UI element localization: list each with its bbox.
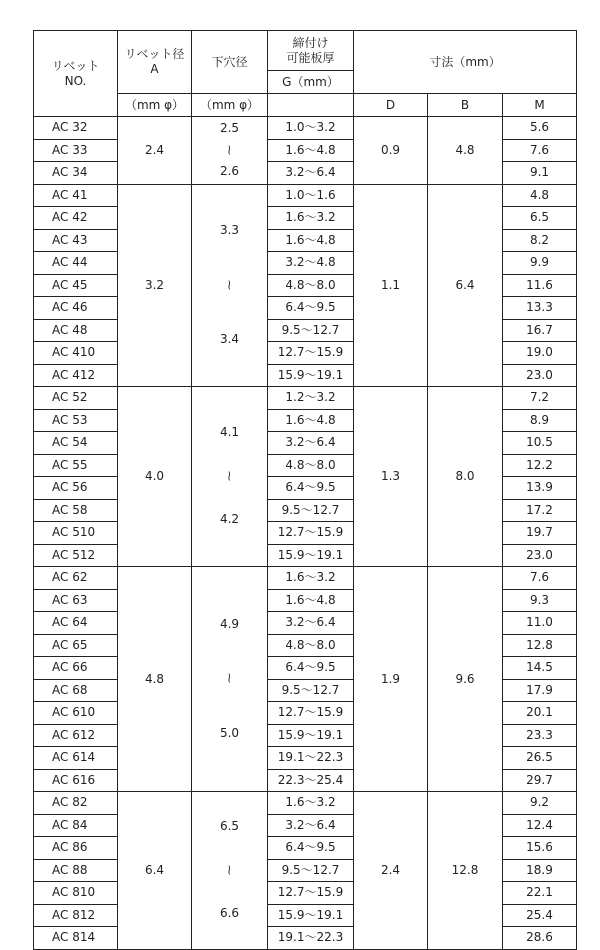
hole-dia-range-mark [192,668,267,690]
rivet-dia-cell: 4.0 [118,387,192,567]
hole-dia-range-mark [192,140,267,162]
grip-range-cell: 4.8～8.0 [268,274,354,297]
range-tilde: ≀ [227,467,232,484]
grip-range-cell: 1.6～4.8 [268,139,354,162]
rivet-no-cell: AC 45 [34,274,118,297]
rivet-no-cell: AC 53 [34,409,118,432]
hole-dia-min: 4.9 [219,616,240,631]
rivet-no-cell: AC 65 [34,634,118,657]
hole-dia-max: 2.6 [219,164,240,178]
grip-range-cell: 6.4～9.5 [268,837,354,860]
hole-dia-cell [192,117,268,185]
dim-m-cell: 7.2 [503,387,577,410]
dim-m-cell: 23.3 [503,724,577,747]
dim-m-cell: 9.3 [503,589,577,612]
dim-m-cell: 15.6 [503,837,577,860]
rivet-no-cell: AC 84 [34,814,118,837]
rivet-no-cell: AC 610 [34,702,118,725]
grip-range-cell: 3.2～4.8 [268,252,354,275]
dim-d-cell: 1.9 [354,567,428,792]
grip-range-cell: 12.7～15.9 [268,342,354,365]
dim-m-cell: 22.1 [503,882,577,905]
hole-dia-max: 6.6 [219,906,240,920]
dim-m-cell: 12.8 [503,634,577,657]
grip-range-cell: 9.5～12.7 [268,319,354,342]
dim-m-cell: 28.6 [503,927,577,950]
hole-dia-min: 6.5 [219,819,240,833]
hole-dia-range-mark [192,275,267,297]
dim-b-cell: 12.8 [428,792,503,950]
rivet-no-cell: AC 44 [34,252,118,275]
grip-range-cell: 19.1～22.3 [268,927,354,950]
dim-m-cell: 11.6 [503,274,577,297]
grip-range-cell: 6.4～9.5 [268,657,354,680]
hole-dia-min: 3.3 [219,223,240,237]
dim-b-cell: 8.0 [428,387,503,567]
rivet-no-cell: AC 510 [34,522,118,545]
hole-dia-cell [192,792,268,950]
grip-range-cell: 1.6～3.2 [268,792,354,815]
dim-m-cell: 6.5 [503,207,577,230]
dim-m-cell: 4.8 [503,184,577,207]
rivet-no-cell: AC 33 [34,139,118,162]
dim-d-cell: 1.3 [354,387,428,567]
rivet-dia-cell: 2.4 [118,117,192,185]
grip-range-cell: 9.5～12.7 [268,499,354,522]
dim-m-cell: 9.9 [503,252,577,275]
header-rivet-dia: リベット径 A [118,31,192,94]
rivet-no-cell: AC 52 [34,387,118,410]
dim-m-cell: 8.2 [503,229,577,252]
rivet-no-cell: AC 82 [34,792,118,815]
dim-m-cell: 20.1 [503,702,577,725]
rivet-spec-table [33,30,577,950]
range-tilde: ≀ [227,140,232,158]
header-m: M [503,94,577,117]
grip-range-cell: 3.2～6.4 [268,612,354,635]
dim-d-cell: 0.9 [354,117,428,185]
rivet-no-cell: AC 810 [34,882,118,905]
hole-dia-min: 2.5 [219,121,240,135]
rivet-no-cell: AC 32 [34,117,118,140]
rivet-no-cell: AC 612 [34,724,118,747]
dim-m-cell: 14.5 [503,657,577,680]
grip-range-cell: 1.6～4.8 [268,589,354,612]
rivet-no-cell: AC 812 [34,904,118,927]
rivet-no-cell: AC 614 [34,747,118,770]
rivet-no-cell: AC 412 [34,364,118,387]
dim-m-cell: 9.1 [503,162,577,185]
grip-range-cell: 9.5～12.7 [268,679,354,702]
dim-m-cell: 7.6 [503,567,577,590]
grip-range-cell: 3.2～6.4 [268,814,354,837]
hole-dia-cell [192,387,268,567]
rivet-no-cell: AC 46 [34,297,118,320]
header-hole-dia-unit: （mm φ） [192,94,268,117]
dim-m-cell: 12.4 [503,814,577,837]
dim-b-cell: 6.4 [428,184,503,387]
grip-range-cell: 6.4～9.5 [268,477,354,500]
grip-range-cell: 9.5～12.7 [268,859,354,882]
rivet-no-cell: AC 616 [34,769,118,792]
grip-range-cell: 1.6～3.2 [268,207,354,230]
table-body [34,117,577,950]
dim-m-cell: 19.0 [503,342,577,365]
rivet-no-cell: AC 62 [34,567,118,590]
header-grip: 締付け 可能板厚 [268,31,354,71]
header-rivet-no: リベット NO. [34,31,118,117]
grip-range-cell: 22.3～25.4 [268,769,354,792]
grip-range-cell: 19.1～22.3 [268,747,354,770]
dim-m-cell: 16.7 [503,319,577,342]
rivet-no-cell: AC 68 [34,679,118,702]
hole-dia-max: 5.0 [219,725,240,740]
rivet-dia-cell: 3.2 [118,184,192,387]
dim-b-cell: 4.8 [428,117,503,185]
table-row [34,387,577,410]
range-tilde: ≀ [227,669,232,687]
rivet-no-cell: AC 814 [34,927,118,950]
grip-range-cell: 12.7～15.9 [268,522,354,545]
hole-dia-max: 4.2 [219,512,240,527]
dim-m-cell: 12.2 [503,454,577,477]
dim-m-cell: 19.7 [503,522,577,545]
header-grip-unit: G（mm） [268,71,354,94]
rivet-no-cell: AC 56 [34,477,118,500]
range-tilde: ≀ [227,860,232,878]
rivet-no-cell: AC 43 [34,229,118,252]
dim-m-cell: 26.5 [503,747,577,770]
hole-dia-range-mark [192,466,267,488]
grip-range-cell: 15.9～19.1 [268,544,354,567]
hole-dia-cell [192,184,268,387]
rivet-dia-cell: 6.4 [118,792,192,950]
dim-m-cell: 25.4 [503,904,577,927]
table-header [34,31,577,117]
rivet-no-cell: AC 512 [34,544,118,567]
grip-range-cell: 15.9～19.1 [268,904,354,927]
table-row [34,117,577,140]
hole-dia-range-mark [192,860,267,882]
dim-m-cell: 17.2 [503,499,577,522]
hole-dia-cell [192,567,268,792]
dim-m-cell: 23.0 [503,544,577,567]
range-tilde: ≀ [227,275,232,293]
rivet-no-cell: AC 64 [34,612,118,635]
dim-m-cell: 10.5 [503,432,577,455]
grip-range-cell: 4.8～8.0 [268,634,354,657]
header-grip-blank [268,94,354,117]
rivet-no-cell: AC 34 [34,162,118,185]
dim-m-cell: 5.6 [503,117,577,140]
table-row [34,184,577,207]
dim-m-cell: 7.6 [503,139,577,162]
header-rivet-dia-unit: （mm φ） [118,94,192,117]
table-row [34,792,577,815]
dim-d-cell: 2.4 [354,792,428,950]
rivet-dia-cell: 4.8 [118,567,192,792]
dim-m-cell: 23.0 [503,364,577,387]
header-d: D [354,94,428,117]
grip-range-cell: 1.0～1.6 [268,184,354,207]
dim-m-cell: 18.9 [503,859,577,882]
rivet-no-cell: AC 42 [34,207,118,230]
grip-range-cell: 1.6～4.8 [268,409,354,432]
grip-range-cell: 15.9～19.1 [268,724,354,747]
rivet-no-cell: AC 55 [34,454,118,477]
grip-range-cell: 4.8～8.0 [268,454,354,477]
dim-m-cell: 13.9 [503,477,577,500]
rivet-no-cell: AC 41 [34,184,118,207]
hole-dia-min: 4.1 [219,425,240,440]
dim-m-cell: 13.3 [503,297,577,320]
grip-range-cell: 3.2～6.4 [268,162,354,185]
grip-range-cell: 3.2～6.4 [268,432,354,455]
hole-dia-max: 3.4 [219,332,240,346]
grip-range-cell: 1.6～3.2 [268,567,354,590]
rivet-no-cell: AC 48 [34,319,118,342]
rivet-no-cell: AC 58 [34,499,118,522]
dim-m-cell: 29.7 [503,769,577,792]
header-hole-dia: 下穴径 [192,31,268,94]
grip-range-cell: 6.4～9.5 [268,297,354,320]
rivet-no-cell: AC 88 [34,859,118,882]
dim-d-cell: 1.1 [354,184,428,387]
grip-range-cell: 12.7～15.9 [268,702,354,725]
grip-range-cell: 1.2～3.2 [268,387,354,410]
dim-m-cell: 9.2 [503,792,577,815]
dim-b-cell: 9.6 [428,567,503,792]
table-row [34,567,577,590]
dim-m-cell: 8.9 [503,409,577,432]
rivet-no-cell: AC 66 [34,657,118,680]
header-b: B [428,94,503,117]
dim-m-cell: 17.9 [503,679,577,702]
grip-range-cell: 1.0～3.2 [268,117,354,140]
dim-m-cell: 11.0 [503,612,577,635]
rivet-no-cell: AC 54 [34,432,118,455]
grip-range-cell: 15.9～19.1 [268,364,354,387]
rivet-no-cell: AC 410 [34,342,118,365]
grip-range-cell: 12.7～15.9 [268,882,354,905]
rivet-no-cell: AC 86 [34,837,118,860]
grip-range-cell: 1.6～4.8 [268,229,354,252]
rivet-no-cell: AC 63 [34,589,118,612]
header-dimensions: 寸法（mm） [354,31,577,94]
